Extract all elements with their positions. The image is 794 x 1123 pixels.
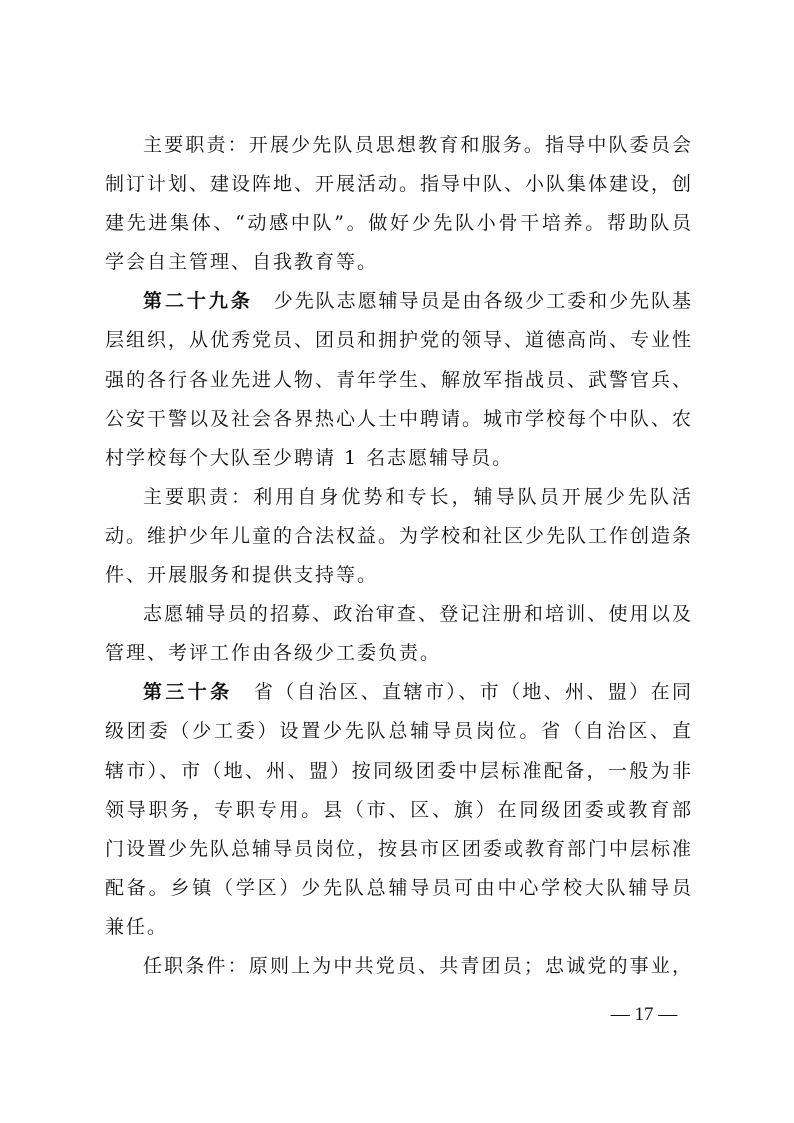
text-line: 村学校每个大队至少聘请 1 名志愿辅导员。 bbox=[105, 446, 514, 469]
text-line: 兼任。 bbox=[105, 915, 169, 938]
text-line: 级团委（少工委）设置少先队总辅导员岗位。省（自治区、直 bbox=[105, 720, 691, 743]
text-line: 志愿辅导员的招募、政治审查、登记注册和培训、使用以及 bbox=[143, 603, 691, 626]
text-line bbox=[105, 282, 691, 321]
text-line: 动。维护少年儿童的合法权益。为学校和社区少先队工作创造条 bbox=[105, 524, 691, 547]
page-number: — 17 — bbox=[610, 1004, 678, 1025]
text-line: 学会自主管理、自我教育等。 bbox=[105, 251, 379, 274]
text-line: 主要职责：开展少先队员思想教育和服务。指导中队委员会 bbox=[143, 134, 691, 156]
text-line bbox=[105, 673, 691, 712]
paragraph-volunteer-duties bbox=[105, 478, 691, 595]
text-line: 配备。乡镇（学区）少先队总辅导员可由中心学校大队辅导员 bbox=[105, 876, 691, 899]
text-line: 领导职务，专职专用。县（市、区、旗）在同级团委或教育部 bbox=[105, 798, 691, 821]
paragraph-article-29 bbox=[105, 282, 691, 477]
text-line: 制订计划、建设阵地、开展活动。指导中队、小队集体建设，创 bbox=[105, 173, 691, 196]
text-line: 管理、考评工作由各级少工委负责。 bbox=[105, 642, 442, 665]
article-heading: 第三十条 bbox=[143, 681, 233, 704]
body-text bbox=[105, 126, 691, 986]
paragraph-volunteer-management bbox=[105, 595, 691, 673]
text-line: 任职条件：原则上为中共党员、共青团员；忠诚党的事业， bbox=[143, 954, 691, 977]
text-line: 公安干警以及社会各界热心人士中聘请。城市学校每个中队、农 bbox=[105, 407, 691, 430]
paragraph-main-duties bbox=[105, 126, 691, 282]
text-line-content: 少先队志愿辅导员是由各级少工委和少先队基 bbox=[273, 290, 691, 313]
paragraph-qualifications bbox=[105, 947, 691, 986]
text-line-content: 省（自治区、直辖市）、市（地、州、盟）在同 bbox=[253, 681, 691, 704]
paragraph-article-30 bbox=[105, 673, 691, 947]
text-line: 件、开展服务和提供支持等。 bbox=[105, 564, 379, 587]
text-line: 辖市）、市（地、州、盟）按同级团委中层标准配备，一般为非 bbox=[105, 759, 691, 782]
text-line: 强的各行各业先进人物、青年学生、解放军指战员、武警官兵、 bbox=[105, 368, 691, 391]
text-line: 建先进集体、“动感中队”。做好少先队小骨干培养。帮助队员 bbox=[105, 212, 691, 235]
text-line: 主要职责：利用自身优势和专长，辅导队员开展少先队活 bbox=[143, 485, 691, 508]
article-heading: 第二十九条 bbox=[143, 290, 253, 313]
text-line: 层组织，从优秀党员、团员和拥护党的领导、道德高尚、专业性 bbox=[105, 329, 691, 352]
text-line: 门设置少先队总辅导员岗位，按县市区团委或教育部门中层标准 bbox=[105, 837, 691, 860]
